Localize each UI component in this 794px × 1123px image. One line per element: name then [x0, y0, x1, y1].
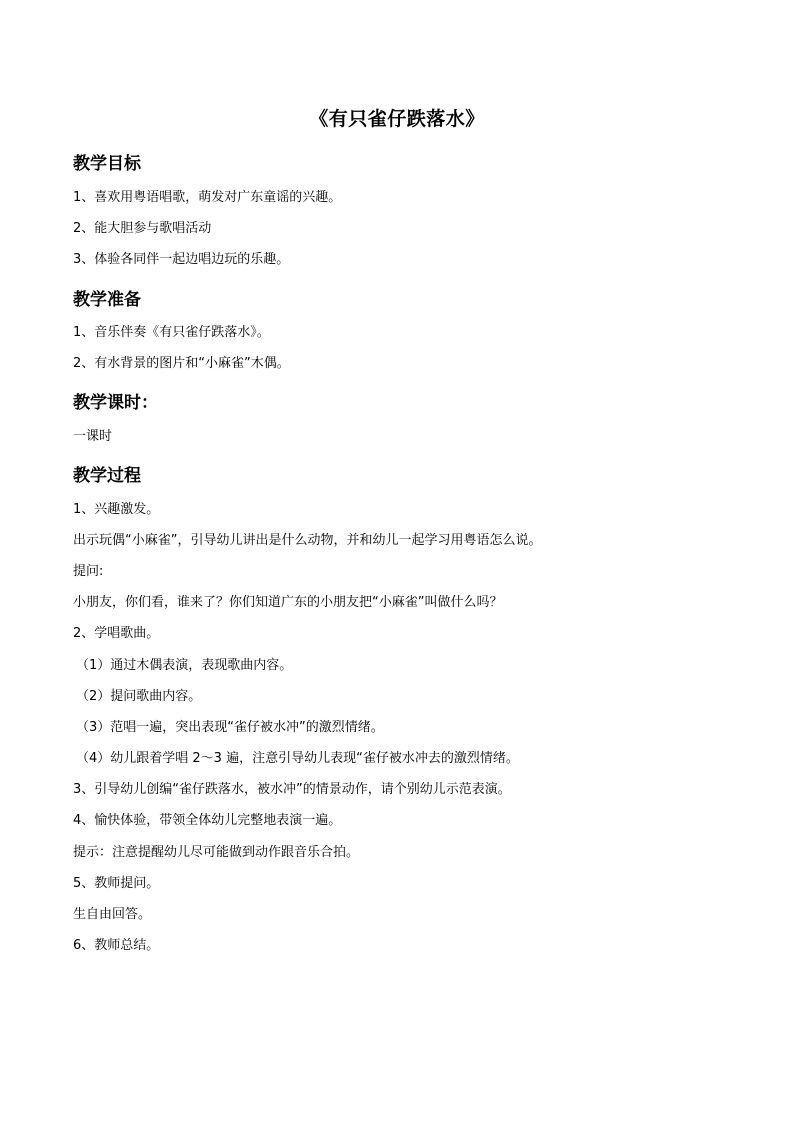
goal-item-2: 2、能大胆参与歌唱活动 — [73, 221, 212, 236]
process-line: 2、学唱歌曲。 — [73, 626, 160, 641]
process-line: 提示：注意提醒幼儿尽可能做到动作跟音乐合拍。 — [73, 845, 360, 860]
preparation-item-1: 1、音乐伴奏《有只雀仔跌落水》。 — [73, 325, 270, 340]
process-line: （4）幼儿跟着学唱 2～3 遍，注意引导幼儿表现“雀仔被水冲去的激烈情绪。 — [76, 751, 519, 766]
process-line: 5、教师提问。 — [73, 876, 160, 891]
goal-item-1: 1、喜欢用粤语唱歌，萌发对广东童谣的兴趣。 — [73, 190, 342, 205]
preparation-item-2: 2、有水背景的图片和“小麻雀”木偶。 — [73, 356, 290, 371]
section-heading-preparation: 教学准备 — [73, 290, 141, 310]
process-line: （2）提问歌曲内容。 — [76, 689, 202, 704]
section-heading-duration: 教学课时： — [73, 393, 158, 413]
section-heading-process: 教学过程 — [73, 466, 141, 486]
process-line: （1）通过木偶表演，表现歌曲内容。 — [76, 658, 293, 673]
process-line: 提问: — [73, 564, 104, 579]
process-line: 小朋友，你们看，谁来了？你们知道广东的小朋友把“小麻雀”叫做什么吗？ — [73, 595, 503, 610]
duration-text: 一课时 — [73, 429, 113, 444]
document-title: 《有只雀仔跌落水》 — [309, 108, 485, 130]
section-heading-goals: 教学目标 — [73, 154, 141, 174]
process-line: 3、引导幼儿创编“雀仔跌落水，被水冲”的情景动作，请个别幼儿示范表演。 — [73, 782, 511, 797]
process-line: 4、愉快体验，带领全体幼儿完整地表演一遍。 — [73, 813, 342, 828]
process-line: 生自由回答。 — [73, 907, 152, 922]
process-line: 1、兴趣激发。 — [73, 502, 160, 517]
process-line: 出示玩偶“小麻雀”，引导幼儿讲出是什么动物，并和幼儿一起学习用粤语怎么说。 — [73, 533, 542, 548]
process-line: 6、教师总结。 — [73, 938, 160, 953]
process-line: （3）范唱一遍，突出表现“雀仔被水冲”的激烈情绪。 — [76, 720, 384, 735]
goal-item-3: 3、体验各同伴一起边唱边玩的乐趣。 — [73, 252, 290, 267]
